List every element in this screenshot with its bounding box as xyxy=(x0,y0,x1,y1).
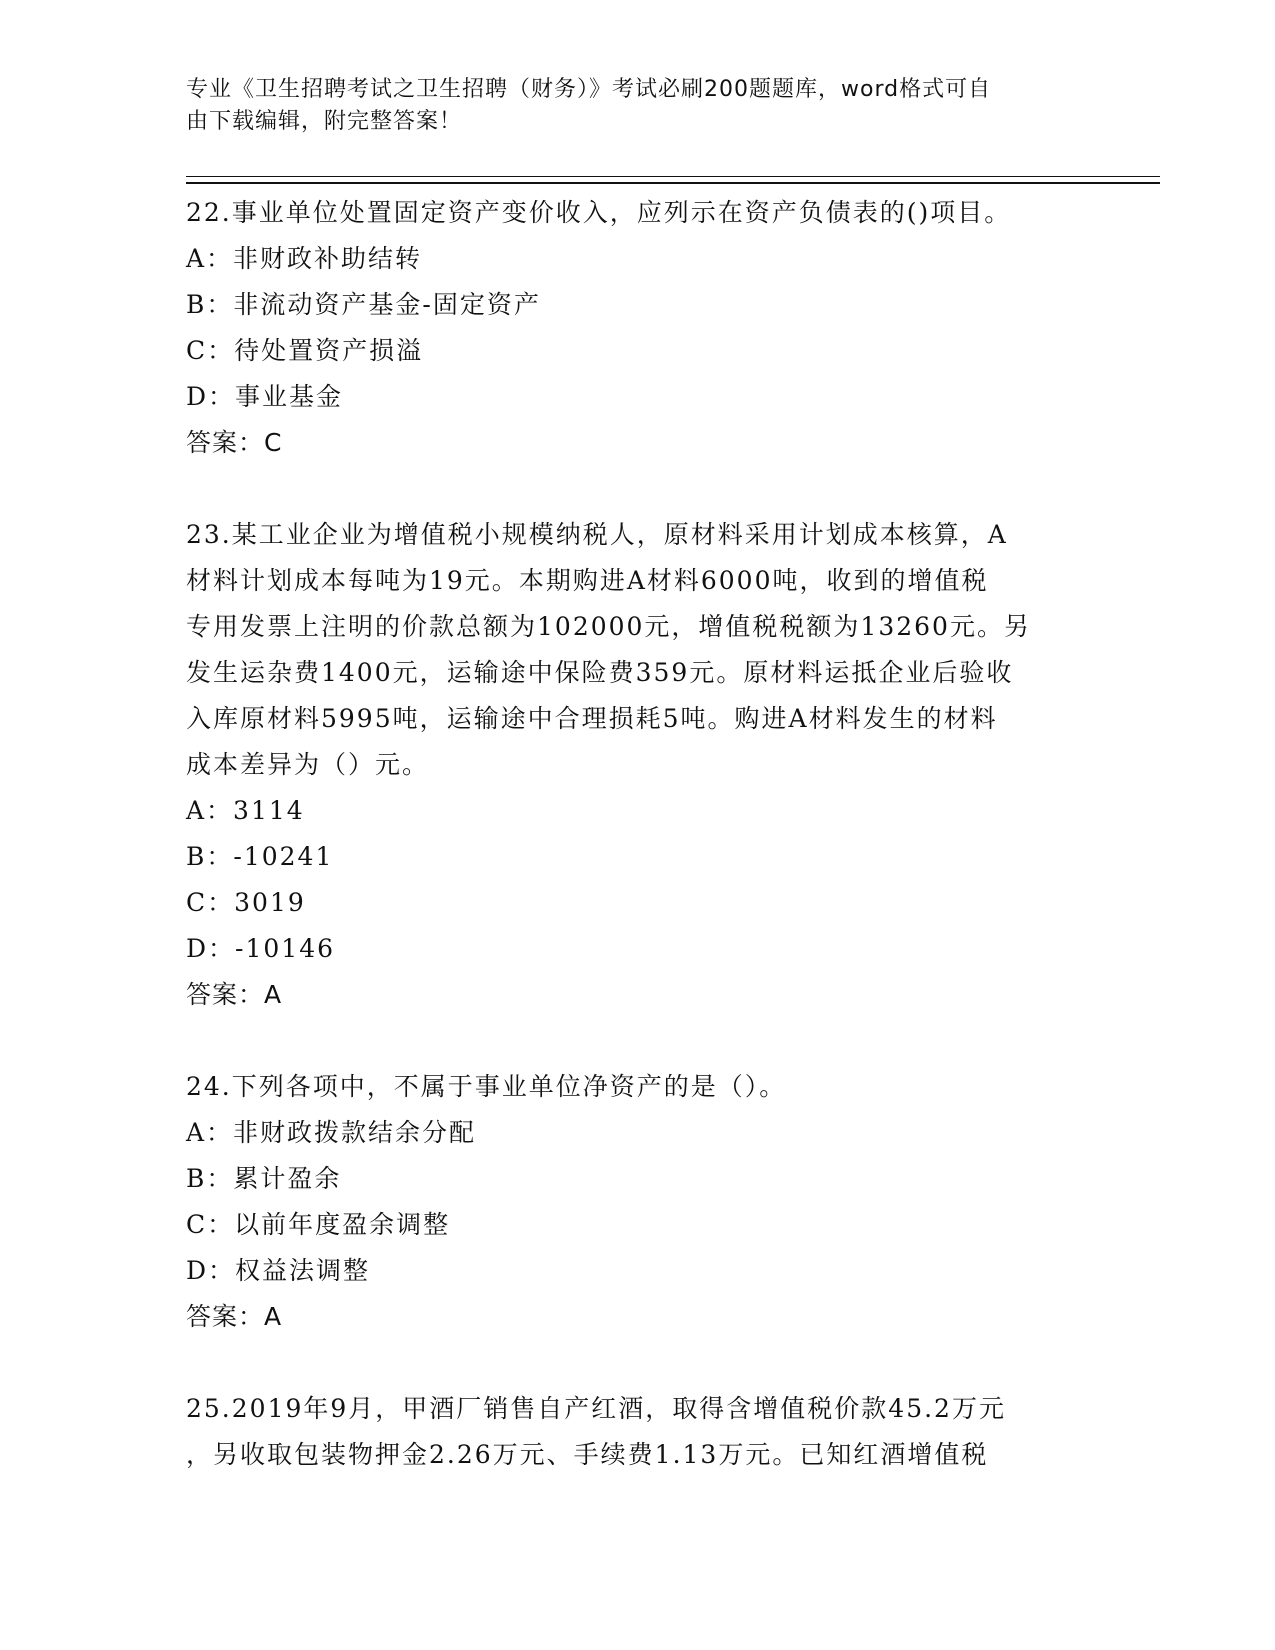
question-25 xyxy=(186,1386,1086,1478)
answer: 答案：C xyxy=(186,428,283,457)
option-c: C：以前年度盈余调整 xyxy=(186,1210,451,1239)
option-b: B：-10241 xyxy=(186,842,334,871)
question-stem-line: 专用发票上注明的价款总额为102000元，增值税税额为13260元。另 xyxy=(186,612,1031,641)
option-a: A：非财政补助结转 xyxy=(186,244,423,273)
question-24 xyxy=(186,1064,1086,1340)
option-c: C：待处置资产损溢 xyxy=(186,336,424,365)
question-stem: 22.事业单位处置固定资产变价收入，应列示在资产负债表的()项目。 xyxy=(186,198,1012,227)
option-a: A：3114 xyxy=(186,796,305,825)
option-d: D：-10146 xyxy=(186,934,336,963)
question-list xyxy=(186,190,1086,1524)
question-23 xyxy=(186,512,1086,1018)
question-stem-line: ，另收取包装物押金2.26万元、手续费1.13万元。已知红酒增值税 xyxy=(186,1440,989,1469)
option-d: D：权益法调整 xyxy=(186,1256,371,1285)
question-22 xyxy=(186,190,1086,466)
option-b: B：非流动资产基金-固定资产 xyxy=(186,290,541,319)
header-rule-thick xyxy=(186,182,1160,184)
question-stem-line: 23.某工业企业为增值税小规模纳税人，原材料采用计划成本核算，A xyxy=(186,520,1008,549)
option-d: D：事业基金 xyxy=(186,382,344,411)
document-header xyxy=(186,74,1066,138)
option-b: B：累计盈余 xyxy=(186,1164,342,1193)
question-stem-line: 发生运杂费1400元，运输途中保险费359元。原材料运抵企业后验收 xyxy=(186,658,1014,687)
option-c: C：3019 xyxy=(186,888,306,917)
answer: 答案：A xyxy=(186,1302,283,1331)
question-stem-line: 成本差异为（）元。 xyxy=(186,750,430,779)
header-line-2: 由下载编辑，附完整答案！ xyxy=(186,109,463,134)
question-stem: 24.下列各项中，不属于事业单位净资产的是（）。 xyxy=(186,1072,787,1101)
option-a: A：非财政拨款结余分配 xyxy=(186,1118,477,1147)
answer: 答案：A xyxy=(186,980,283,1009)
question-stem-line: 25.2019年9月，甲酒厂销售自产红酒，取得含增值税价款45.2万元 xyxy=(186,1394,1006,1423)
question-stem-line: 材料计划成本每吨为19元。本期购进A材料6000吨，收到的增值税 xyxy=(186,566,989,595)
question-stem-line: 入库原材料5995吨，运输途中合理损耗5吨。购进A材料发生的材料 xyxy=(186,704,998,733)
header-rule-thin xyxy=(186,176,1160,177)
header-line-1: 专业《卫生招聘考试之卫生招聘（财务）》考试必刷200题题库，word格式可自 xyxy=(186,77,992,102)
